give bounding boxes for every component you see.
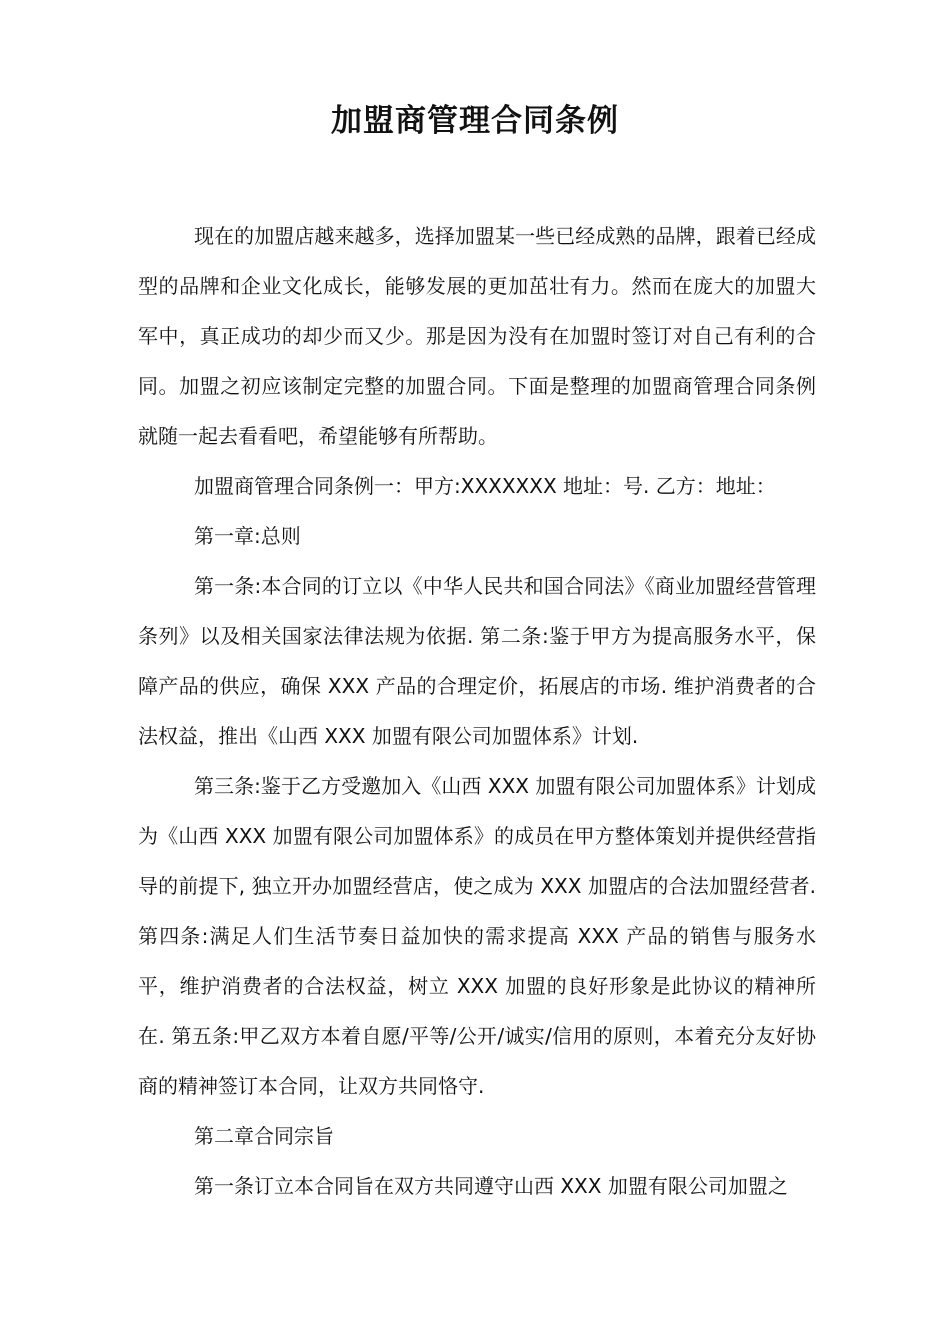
paragraph-chapter-2-article-1: 第一条订立本合同旨在双方共同遵守山西 XXX 加盟有限公司加盟之 (194, 1174, 788, 1198)
paragraph-articles-1-2: 第一条:本合同的订立以《中华人民共和国合同法》《商业加盟经营管理条列》以及相关国家法律法规为依据. 第二条:鉴于甲方为提高服务水平，保障产品的供应，确保 XXX 产品的合理定价，拓展店的市场. 维护消费者的合法权益，推出《山西 XXX 加盟有限公司加盟体系》计划. (138, 574, 816, 748)
document-title: 加盟商管理合同条例 (331, 103, 619, 139)
document-body (138, 211, 816, 1211)
paragraph-intro: 现在的加盟店越来越多，选择加盟某一些已经成熟的品牌，跟着已经成型的品牌和企业文化成长，能够发展的更加茁壮有力。然而在庞大的加盟大军中，真正成功的却少而又少。那是因为没有在加盟时签订对自己有利的合同。加盟之初应该制定完整的加盟合同。下面是整理的加盟商管理合同条例就随一起去看看吧，希望能够有所帮助。 (138, 224, 816, 448)
chapter-heading-1: 第一章:总则 (194, 524, 301, 548)
paragraph-articles-3-5: 第三条:鉴于乙方受邀加入《山西 XXX 加盟有限公司加盟体系》计划成为《山西 XXX 加盟有限公司加盟体系》的成员在甲方整体策划并提供经营指导的前提下, 独立开办加盟经营店，使之成为 XXX 加盟店的合法加盟经营者. 第四条:满足人们生活节奏日益加快的需求提高 XXX 产品的销售与服务水平，维护消费者的合法权益，树立 XXX 加盟的良好形象是此协议的精神所在. 第五条:甲乙双方本着自愿/平等/公开/诚实/信用的原则，本着充分友好协商的精神签订本合同，让双方共同恪守. (138, 774, 816, 1098)
paragraph-parties: 加盟商管理合同条例一：甲方:XXXXXXX 地址：号. 乙方：地址： (194, 474, 776, 498)
chapter-heading-2: 第二章合同宗旨 (194, 1124, 334, 1148)
